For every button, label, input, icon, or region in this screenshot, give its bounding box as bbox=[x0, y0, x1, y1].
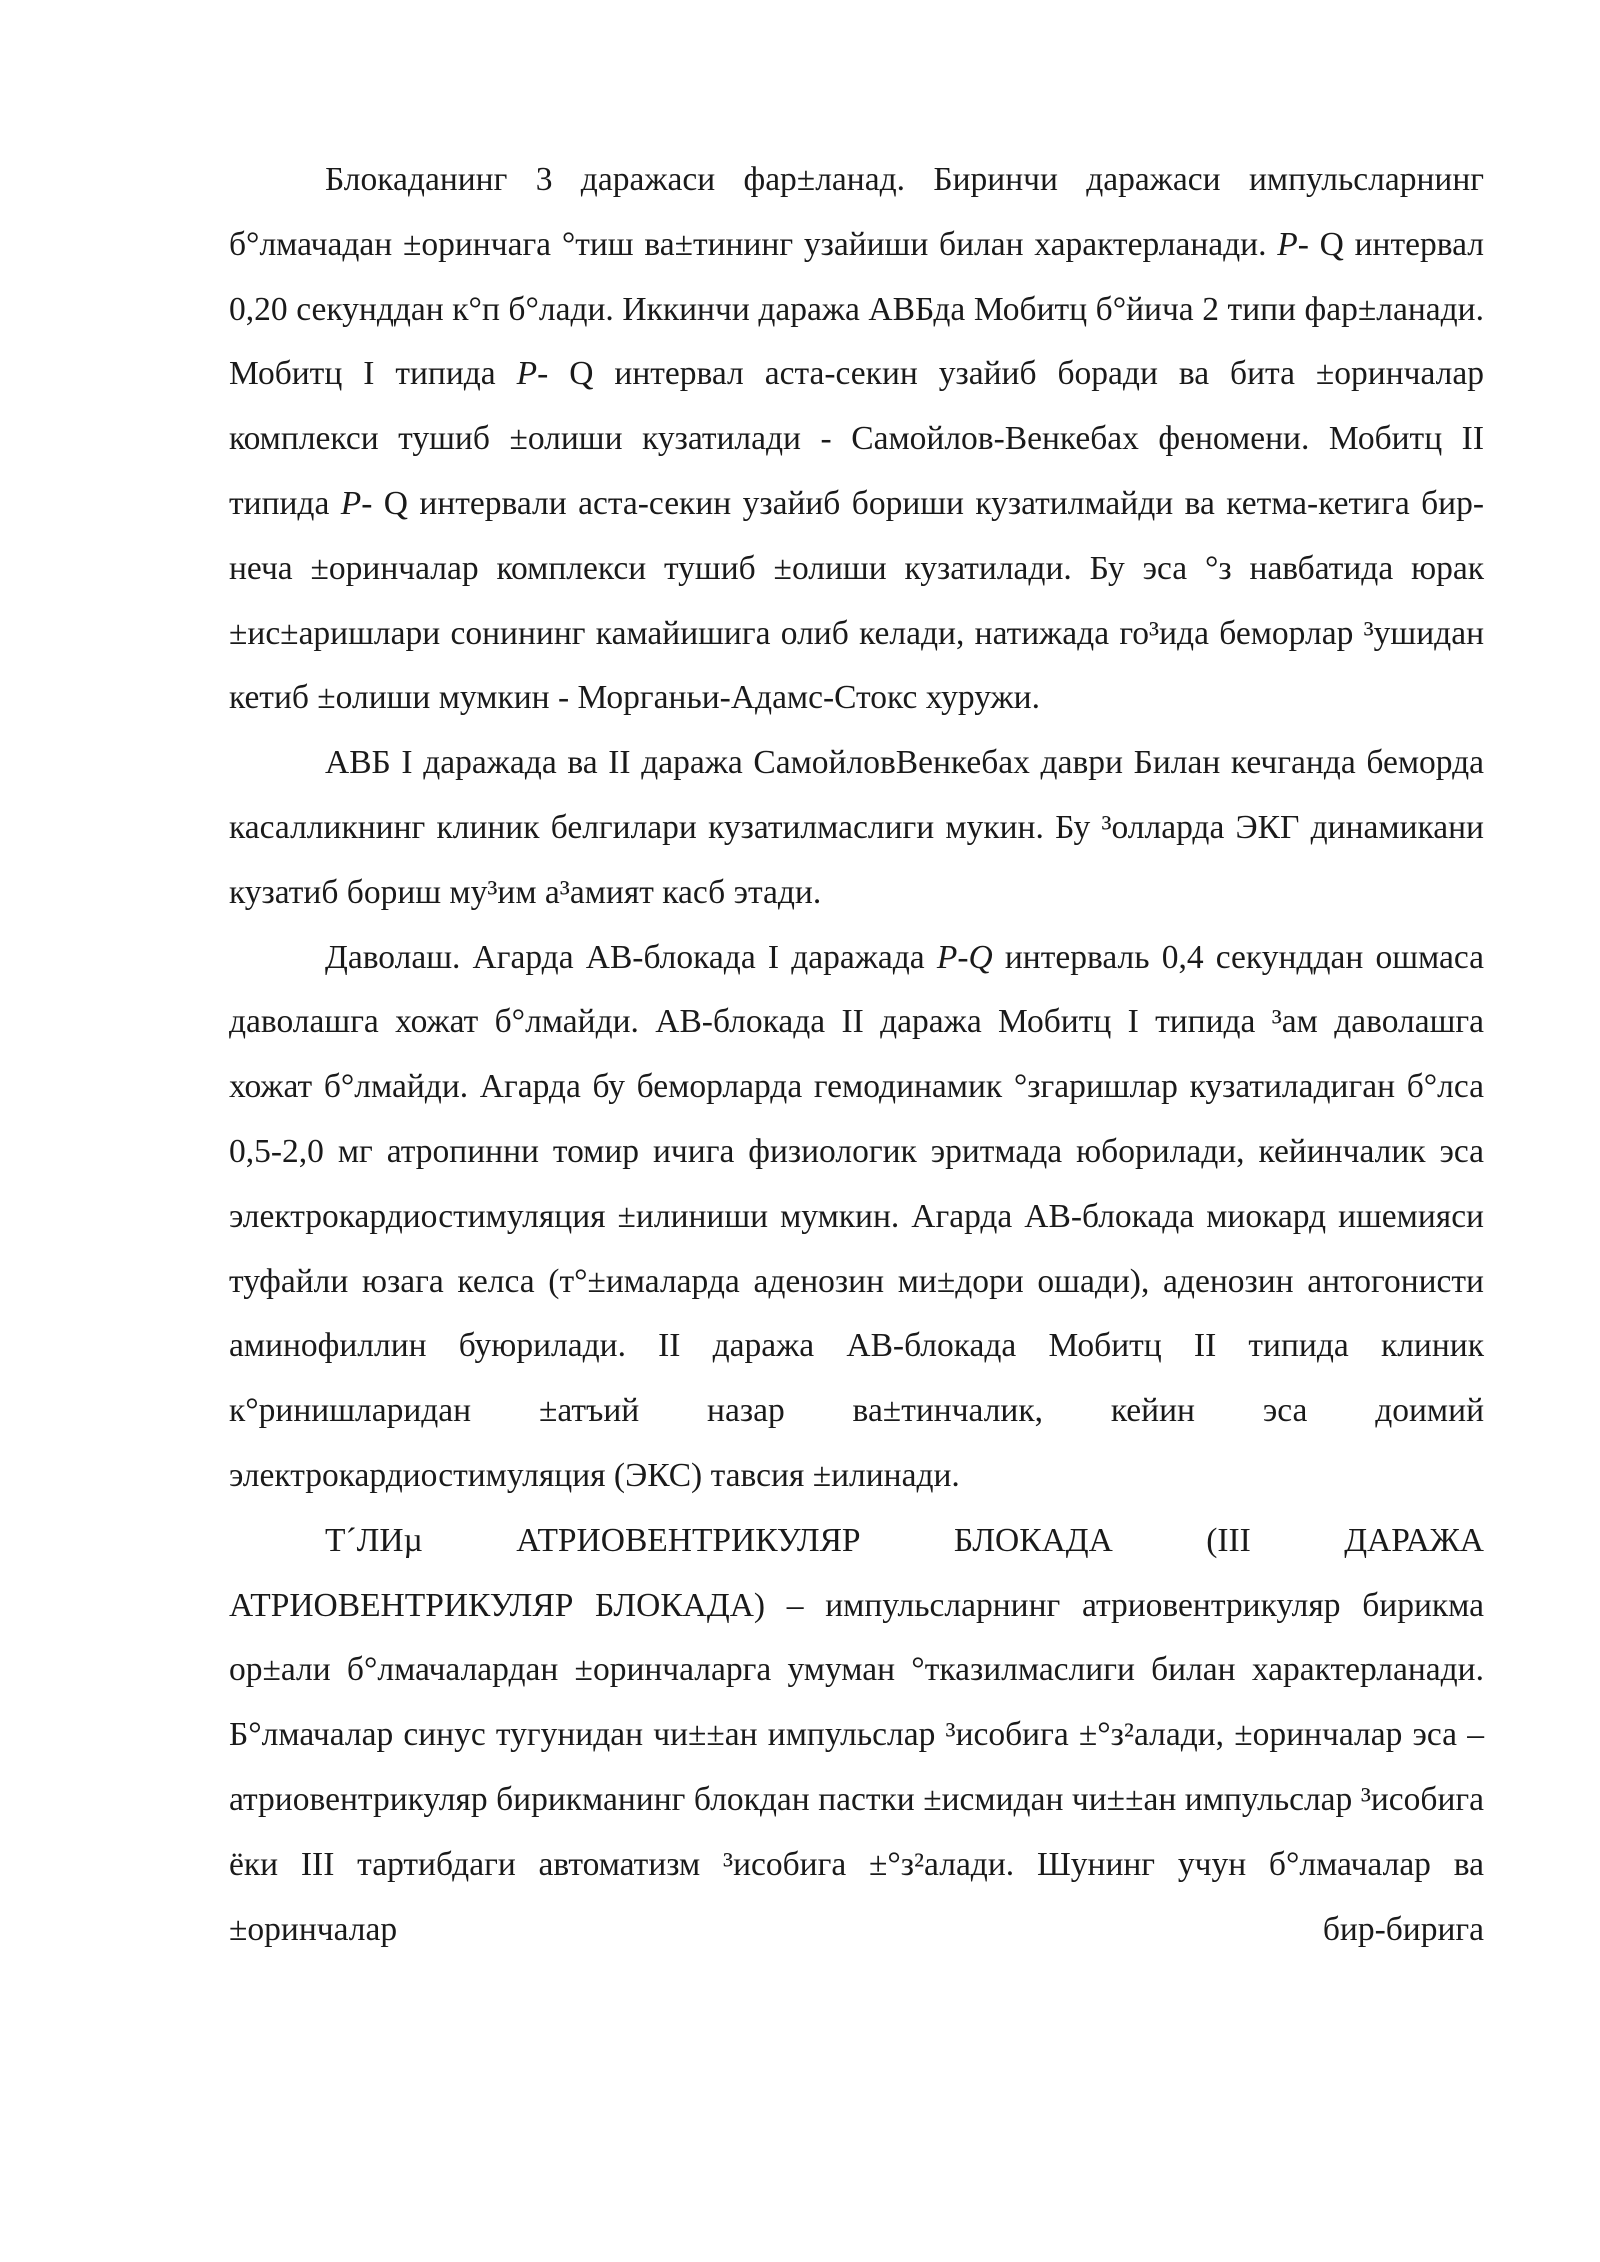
text-segment: - Q интервал 0,20 секунддан к°п б°лади. Иккинчи даража АВБда Мобитц б°йича 2 типи фар±ланади. Мобитц I типида bbox=[229, 225, 1484, 393]
paragraph-av-block-degrees bbox=[229, 148, 1484, 731]
paragraph-treatment bbox=[229, 926, 1484, 1509]
text-segment: - Q интервал аста-секин узайиб боради ва бита ±оринчалар комплекси тушиб ±олиши кузатилади - Самойлов-Венкебах феномени. Мобитц II типида bbox=[229, 355, 1484, 522]
document-body bbox=[229, 148, 1484, 1962]
text-segment-italic: P bbox=[340, 484, 362, 522]
text-segment: - Q интервали аста-секин узайиб бориши кузатилмайди ва кетма-кетига бир-неча ±оринчалар комплекси тушиб ±олиши кузатилади. Бу эса °з навбатида юрак ±ис±аришлари сонининг камайишига олиб келади, натижада го³ида беморлар ³ушидан кетиб ±олиши мумкин - Морганьи-Адамс-Стокс хуружи. bbox=[229, 484, 1484, 717]
text-segment-italic: P bbox=[1277, 225, 1298, 263]
text-segment: Т´ЛИµ АТРИОВЕНТРИКУЛЯР БЛОКАДА (III ДАРАЖА АТРИОВЕНТРИКУЛЯР БЛОКАДА) – импульсларнинг атриовентрикуляр бирикма ор±али б°лмачалардан ±оринчаларга умуман °тказилмаслиги билан характерланади. Б°лмачалар синус тугунидан чи±±ан импульслар ³исобига ±°з²алади, ±оринчалар эса – атриовентрикуляр бирикманинг блокдан пастки ±исмидан чи±±ан импульслар ³исобига ёки III тартибдаги автоматизм ³исобига ±°з²алади. Шунинг учун б°лмачалар ва ±оринчалар бир-бирига bbox=[229, 1521, 1484, 1948]
paragraph-complete-av-block bbox=[229, 1509, 1484, 1963]
paragraph-clinical-signs bbox=[229, 731, 1484, 925]
text-segment-italic: P bbox=[516, 355, 538, 393]
text-segment: Блокаданинг 3 даражаси фар±ланад. Биринчи даражаси импульсларнинг б°лмачадан ±оринчага °тиш ва±тининг узайиши билан характерланади. bbox=[229, 161, 1484, 263]
text-segment: АВБ I даражада ва II даража СамойловВенкебах даври Билан кечганда беморда касалликнинг клиник белгилари кузатилмаслиги мукин. Бу ³олларда ЭКГ динамикани кузатиб бориш му³им а³амият касб этади. bbox=[229, 744, 1484, 911]
text-segment: интерваль 0,4 секунддан ошмаса даволашга хожат б°лмайди. АВ-блокада II даража Мобитц I типида ³ам даволашга хожат б°лмайди. Агарда бу беморларда гемодинамик °згаришлар кузатиладиган б°лса 0,5-2,0 мг атропинни томир ичига физиологик эритмада юборилади, кейинчалик эса электрокардиостимуляция ±илиниши мумкин. Агарда АВ-блокада миокард ишемияси туфайли юзага келса (т°±ималарда аденозин ми±дори ошади), аденозин антогонисти аминофиллин буюрилади. II даража АВ-блокада Мобитц II типида клиник к°ринишларидан ±атъий назар ва±тинчалик, кейин эса доимий электрокардиостимуляция (ЭКС) тавсия ±илинади. bbox=[229, 938, 1484, 1494]
text-segment-italic: P-Q bbox=[936, 938, 993, 976]
text-segment: Даволаш. Агарда АВ-блокада I даражада bbox=[325, 938, 937, 976]
